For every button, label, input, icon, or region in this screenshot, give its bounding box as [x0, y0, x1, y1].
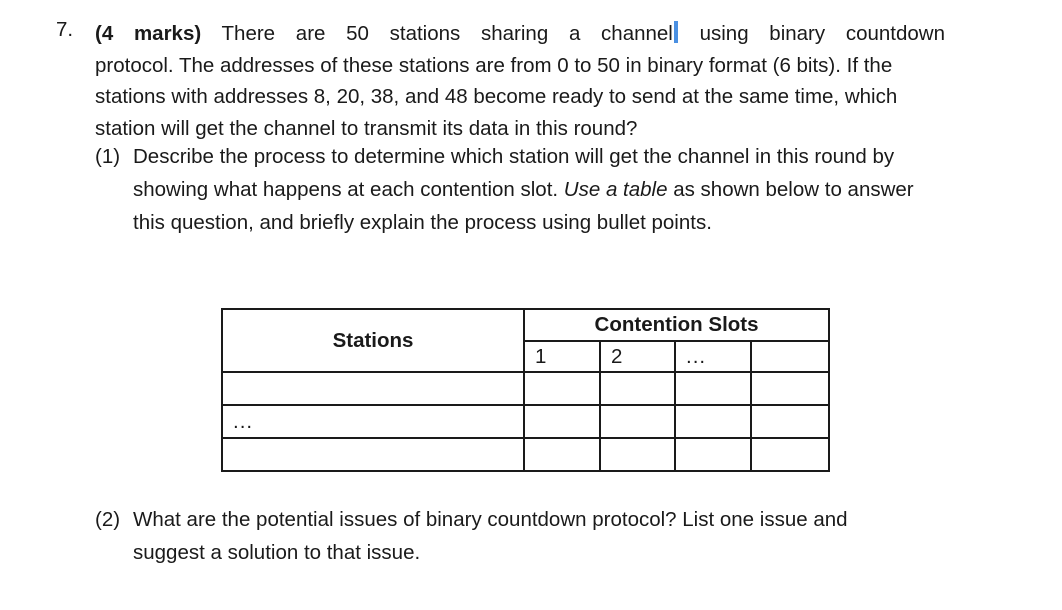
- table-cell: [222, 372, 524, 405]
- question-line1-end: using binary countdown: [678, 22, 946, 45]
- table-cell: [675, 372, 751, 405]
- contention-slots-header: Contention Slots: [524, 309, 829, 341]
- table-cell: [751, 405, 829, 438]
- part-1-text-start: Describe the process to determine which station will get the channel in this round by showing what happens at each contention slot.: [133, 145, 895, 201]
- question-number: 7.: [56, 18, 74, 41]
- ellipsis-row-label: ...: [222, 405, 524, 438]
- table-cell: [675, 438, 751, 471]
- part-2-label: (2): [95, 508, 121, 531]
- slot-ellipsis-header: ...: [675, 341, 751, 372]
- table-cell: [524, 405, 600, 438]
- part-1-label: (1): [95, 145, 121, 168]
- table-cell: [600, 438, 675, 471]
- stations-header: Stations: [222, 309, 524, 372]
- table-cell: [600, 372, 675, 405]
- question-continuation: protocol. The addresses of these stations are from 0 to 50 in binary format (6 bits). If the stations with addresses 8, 20, 38, and 48 become ready to send at the same time, which station will get the channel to transmit its data in this round?: [95, 53, 898, 140]
- table-cell: [524, 438, 600, 471]
- table-row: [222, 372, 829, 405]
- table-cell: [675, 405, 751, 438]
- question-first-line: [95, 18, 945, 50]
- contention-slots-table: [221, 308, 830, 472]
- part-1-text-end: as shown below to answer this question, and briefly explain the process using bullet points.: [133, 178, 914, 234]
- table-row: [222, 405, 829, 438]
- table-cell: [222, 438, 524, 471]
- slot-1-header: 1: [524, 341, 600, 372]
- slot-2-header: 2: [600, 341, 675, 372]
- table-cell: [524, 372, 600, 405]
- text-cursor: [674, 21, 678, 43]
- part-1-italic: Use a table: [563, 178, 668, 201]
- marks-label: (4 marks): [95, 22, 202, 45]
- part-1-text: [133, 140, 923, 239]
- table-row: [222, 438, 829, 471]
- table-cell: [751, 438, 829, 471]
- question-text: [95, 18, 945, 144]
- part-2-text: What are the potential issues of binary countdown protocol? List one issue and suggest a solution to that issue.: [133, 508, 848, 564]
- slot-4-header: [751, 341, 829, 372]
- question-line1-start: There are 50 stations sharing a channel: [201, 22, 673, 45]
- table-cell: [600, 405, 675, 438]
- table-cell: [751, 372, 829, 405]
